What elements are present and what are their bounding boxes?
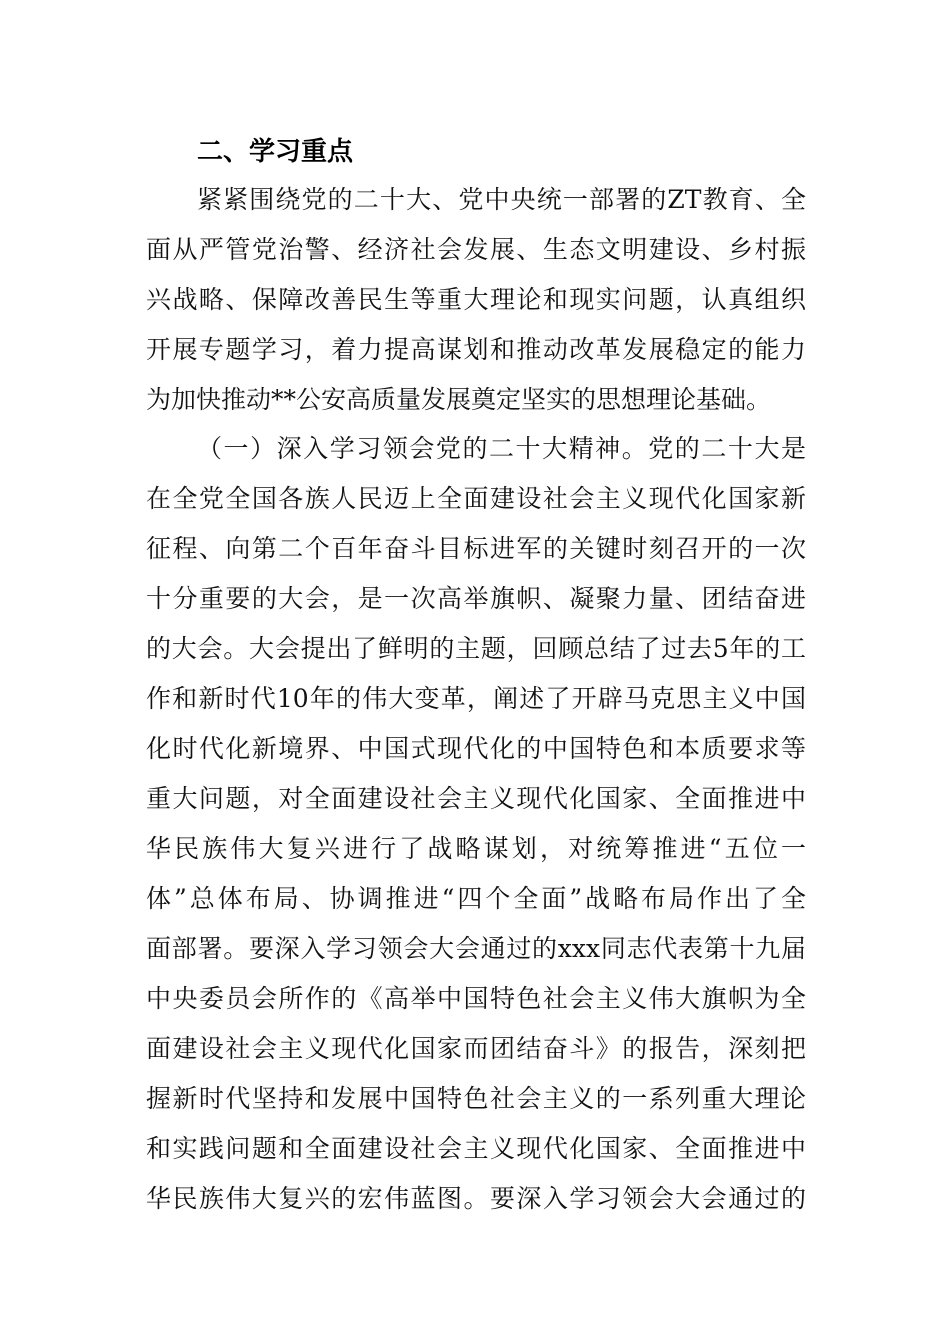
paragraph-line: 和实践问题和全面建设社会主义现代化国家、全面推进中 (146, 1134, 806, 1163)
paragraph-line: 面建设社会主义现代化国家而团结奋斗》的报告，深刻把 (146, 1034, 806, 1063)
paragraph-line: 征程、向第二个百年奋斗目标进军的关键时刻召开的一次 (146, 534, 806, 563)
paragraph-line: 化时代化新境界、中国式现代化的中国特色和本质要求等 (146, 734, 806, 763)
paragraph-line: 紧紧围绕党的二十大、党中央统一部署的ZT教育、全 (197, 185, 806, 214)
paragraph-line: 面从严管党治警、经济社会发展、生态文明建设、乡村振 (146, 235, 806, 264)
paragraph-line: 重大问题，对全面建设社会主义现代化国家、全面推进中 (146, 784, 806, 813)
paragraph-line: 握新时代坚持和发展中国特色社会主义的一系列重大理论 (146, 1084, 806, 1113)
paragraph-line: 面部署。要深入学习领会大会通过的xxx同志代表第十九届 (146, 934, 806, 963)
paragraph-line: 中央委员会所作的《高举中国特色社会主义伟大旗帜为全 (146, 984, 806, 1013)
paragraph-line: 体”总体布局、协调推进“四个全面”战略布局作出了全 (146, 884, 806, 913)
paragraph-line: 在全党全国各族人民迈上全面建设社会主义现代化国家新 (146, 484, 806, 513)
paragraph-line: 兴战略、保障改善民生等重大理论和现实问题，认真组织 (146, 285, 806, 314)
paragraph-line: 华民族伟大复兴进行了战略谋划，对统筹推进“五位一 (146, 834, 806, 863)
paragraph-line: 作和新时代10年的伟大变革，阐述了开辟马克思主义中国 (146, 684, 806, 713)
section-heading: 二、学习重点 (197, 137, 354, 167)
paragraph-line: 十分重要的大会，是一次高举旗帜、凝聚力量、团结奋进 (146, 584, 806, 613)
paragraph-line: 的大会。大会提出了鲜明的主题，回顾总结了过去5年的工 (146, 634, 806, 663)
paragraph-line: 开展专题学习，着力提高谋划和推动改革发展稳定的能力 (146, 335, 806, 364)
paragraph-line: 为加快推动**公安高质量发展奠定坚实的思想理论基础。 (146, 385, 772, 414)
paragraph-line: 华民族伟大复兴的宏伟蓝图。要深入学习领会大会通过的 (146, 1184, 806, 1213)
paragraph-line: （一）深入学习领会党的二十大精神。党的二十大是 (197, 434, 806, 463)
